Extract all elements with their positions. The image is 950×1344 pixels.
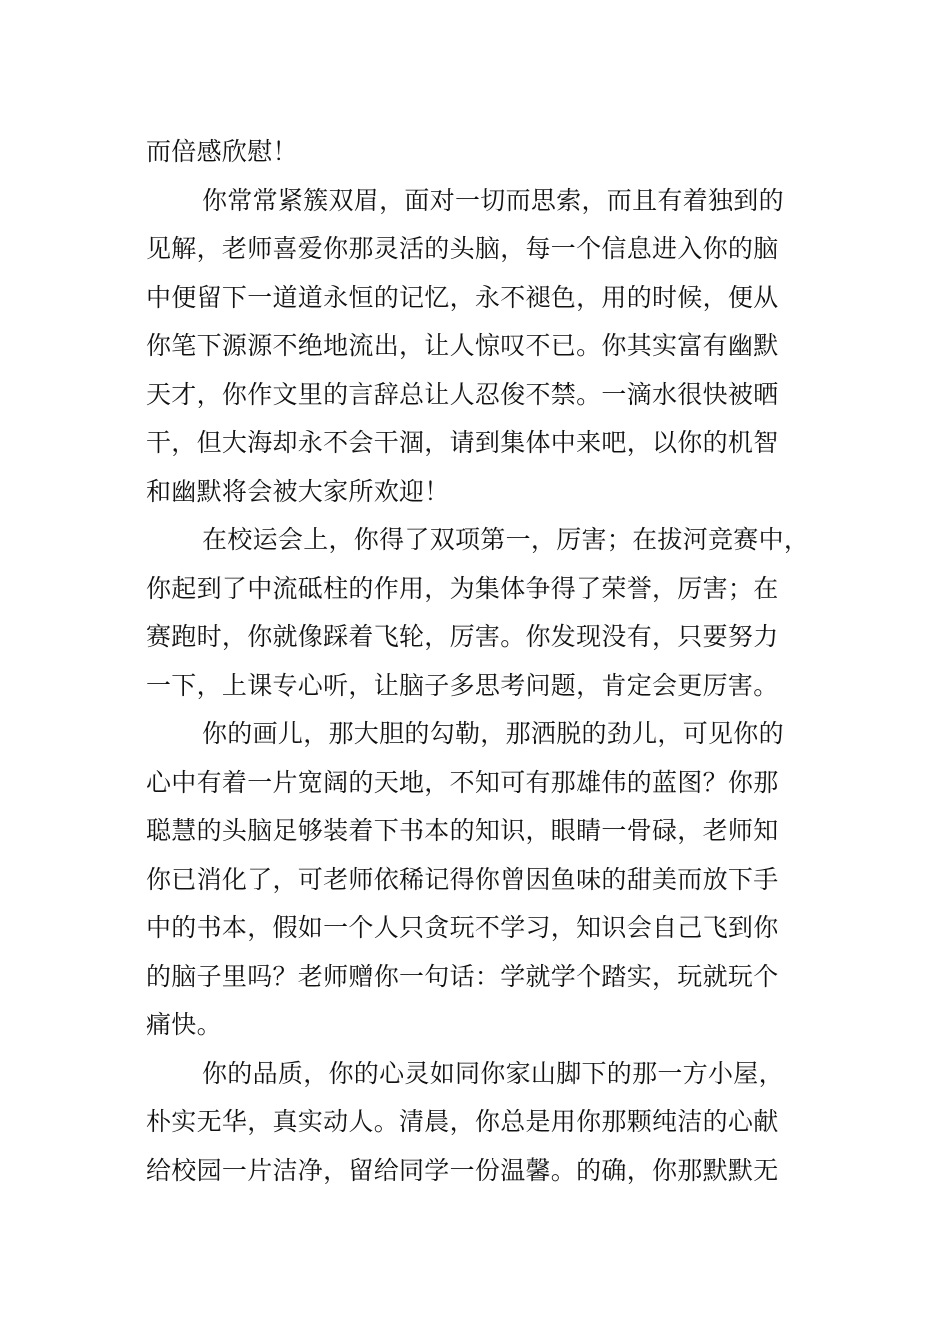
text-line: 你笔下源源不绝地流出，让人惊叹不已。你其实富有幽默: [146, 331, 779, 360]
text-line: 见解，老师喜爱你那灵活的头脑，每一个信息进入你的脑: [146, 234, 779, 263]
text-line: 赛跑时，你就像踩着飞轮，厉害。你发现没有，只要努力: [146, 622, 779, 651]
text-line: 心中有着一片宽阔的天地，不知可有那雄伟的蓝图？你那: [146, 767, 779, 797]
text-line: 聪慧的头脑足够装着下书本的知识，眼睛一骨碌，老师知: [146, 816, 779, 845]
text-line: 而倍感欣慰！: [146, 137, 298, 166]
text-line: 你起到了中流砥柱的作用，为集体争得了荣誉，厉害；在: [146, 573, 779, 603]
text-line: 一下，上课专心听，让脑子多思考问题，肯定会更厉害。: [146, 670, 779, 700]
text-line: 朴实无华，真实动人。清晨，你总是用你那颗纯洁的心献: [146, 1107, 779, 1136]
text-line: 中的书本，假如一个人只贪玩不学习，知识会自己飞到你: [146, 913, 779, 942]
text-line: 天才，你作文里的言辞总让人忍俊不禁。一滴水很快被晒: [146, 379, 779, 409]
text-line: 给校园一片洁净，留给同学一份温馨。的确，你那默默无: [146, 1155, 779, 1185]
text-line: 痛快。: [146, 1010, 222, 1039]
paragraph-start-line: 你常常紧簇双眉，面对一切而思索，而且有着独到的: [202, 185, 784, 215]
text-line: 干，但大海却永不会干涸，请到集体中来吧，以你的机智: [146, 428, 779, 457]
body-text: [146, 128, 808, 1195]
text-line: 和幽默将会被大家所欢迎！: [146, 476, 450, 506]
paragraph-start-line: 你的画儿，那大胆的勾勒，那洒脱的劲儿，可见你的: [202, 719, 784, 748]
paragraph-start-line: 在校运会上，你得了双项第一，厉害；在拔河竞赛中，: [202, 525, 810, 554]
text-line: 的脑子里吗？老师赠你一句话：学就学个踏实，玩就玩个: [146, 961, 779, 991]
paragraph-start-line: 你的品质，你的心灵如同你家山脚下的那一方小屋，: [202, 1058, 784, 1088]
text-line: 你已消化了，可老师依稀记得你曾因鱼味的甜美而放下手: [146, 864, 779, 894]
text-line: 中便留下一道道永恒的记忆，永不褪色，用的时候，便从: [146, 282, 779, 312]
